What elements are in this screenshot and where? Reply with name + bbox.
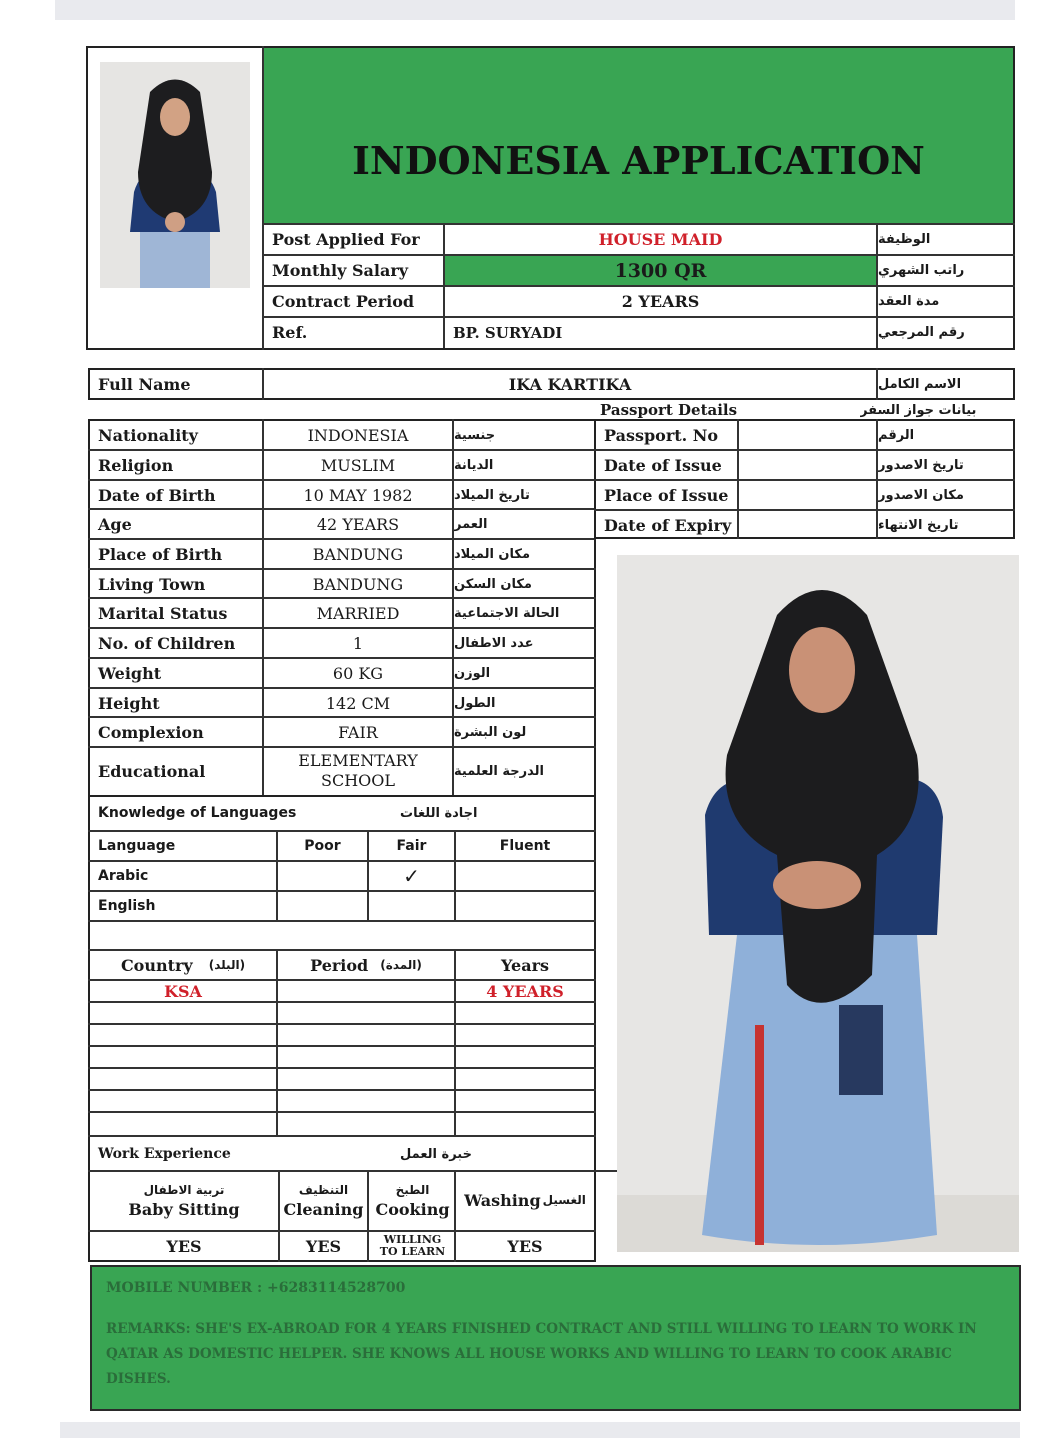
work-experience-title: Work Experience — [98, 1146, 231, 1162]
personal-value: 42 YEARS — [316, 514, 400, 534]
personal-value: 10 MAY 1982 — [303, 485, 413, 505]
ref-label: Ref. — [272, 323, 308, 342]
personal-value: MARRIED — [316, 603, 400, 623]
education-value-line2: SCHOOL — [320, 771, 395, 790]
skill-label-ar: التنظيف — [298, 1183, 349, 1197]
post-label: Post Applied For — [272, 230, 420, 249]
passport-label: Date of Issue — [604, 455, 722, 475]
passport-label-ar: الرقم — [878, 427, 915, 443]
experience-country: KSA — [164, 981, 202, 1001]
passport-label-ar: تاريخ الاصدور — [878, 457, 964, 473]
language-fair: ✓ — [403, 864, 420, 888]
languages-title-ar: اجادة اللغات — [400, 805, 478, 821]
remarks-text: REMARKS: SHE'S EX-ABROAD FOR 4 YEARS FINISHED CONTRACT AND STILL WILLING TO LEARN TO WORK IN QATAR AS DOMESTIC HELPER. SHE KNOWS ALL HOUSE WORKS AND WILLING TO LEARN TO COOK ARABIC DISHES. — [106, 1321, 977, 1387]
personal-label: Marital Status — [98, 603, 228, 623]
period-header-label: Period — [310, 955, 369, 975]
language-fair — [369, 892, 454, 920]
salary-value: 1300 QR — [614, 259, 707, 282]
personal-label-ar: لون البشرة — [454, 724, 527, 740]
language-header: Language — [98, 838, 176, 854]
years-header: Years — [500, 955, 549, 975]
skill-label: Baby Sitting — [128, 1200, 240, 1219]
personal-label: Complexion — [98, 722, 204, 742]
personal-label: Weight — [98, 663, 162, 683]
skill-header — [456, 1172, 594, 1228]
personal-value: 142 CM — [325, 693, 391, 713]
contract-label-ar: مدة العقد — [878, 294, 940, 309]
skill-label: Washing — [464, 1190, 541, 1210]
personal-label: Date of Birth — [98, 485, 216, 505]
personal-label-ar: جنسية — [454, 427, 496, 443]
scan-bottom-band — [60, 1422, 1020, 1438]
language-header: Poor — [304, 838, 341, 854]
post-value: HOUSE MAID — [598, 230, 723, 249]
person-full-figure — [617, 555, 1019, 1252]
skill-label-ar: الغسيل — [542, 1193, 586, 1207]
personal-value: 1 — [352, 633, 364, 653]
skill-value: YES — [166, 1236, 202, 1256]
language-fluent — [456, 892, 594, 920]
experience-period — [278, 981, 454, 1001]
personal-label: Place of Birth — [98, 544, 223, 564]
personal-label: Religion — [98, 455, 174, 475]
passport-details-title: Passport Details — [600, 401, 738, 419]
skill-value: YES — [507, 1236, 543, 1256]
country-header-label: Country — [120, 955, 193, 975]
personal-label-ar: مكان الميلاد — [454, 546, 531, 562]
full-name-label-ar: الاسم الكامل — [878, 376, 962, 392]
passport-value — [739, 511, 876, 539]
education-label-ar: الدرجة العلمية — [454, 763, 544, 779]
person-small-figure — [100, 62, 250, 288]
passport-label-ar: تاريخ الانتهاء — [878, 517, 959, 533]
personal-label: Nationality — [98, 425, 198, 445]
personal-label-ar: مكان السكن — [454, 576, 532, 592]
personal-label: Age — [98, 514, 132, 534]
page-title: INDONESIA APPLICATION — [352, 137, 925, 183]
education-label: Educational — [98, 761, 206, 781]
personal-label-ar: الطول — [454, 695, 496, 711]
contract-label: Contract Period — [272, 292, 415, 311]
passport-value — [739, 481, 876, 509]
skill-value-line2: TO LEARN — [379, 1245, 446, 1258]
passport-label: Date of Expiry — [604, 515, 732, 535]
passport-photo — [100, 62, 250, 288]
skill-label: Cleaning — [283, 1200, 364, 1219]
passport-value — [739, 451, 876, 479]
skill-value-line1: WILLING — [383, 1233, 442, 1246]
skill-header — [278, 1172, 369, 1228]
personal-label: Height — [98, 693, 160, 713]
personal-label-ar: الوزن — [454, 665, 491, 681]
personal-value: BANDUNG — [312, 574, 404, 594]
languages-title: Knowledge of Languages — [98, 805, 297, 821]
passport-label: Place of Issue — [604, 485, 729, 505]
language-header: Fluent — [499, 838, 551, 854]
skill-value: YES — [305, 1236, 342, 1256]
country-header-ar: (البلد) — [208, 958, 246, 972]
ref-value: BP. SURYADI — [453, 323, 563, 342]
language-name: English — [98, 898, 156, 914]
experience-years: 4 YEARS — [486, 981, 564, 1001]
salary-label-ar: راتب الشهري — [878, 263, 965, 278]
personal-label-ar: العمر — [454, 516, 488, 532]
country-header — [90, 951, 276, 979]
period-header — [278, 951, 454, 979]
personal-label-ar: تاريخ الميلاد — [454, 487, 530, 503]
full-body-photo — [617, 555, 1019, 1252]
language-poor — [278, 862, 367, 890]
education-value-line1: ELEMENTARY — [298, 751, 418, 770]
personal-value: INDONESIA — [307, 425, 409, 445]
mobile-number: MOBILE NUMBER : +6283114528700 — [106, 1280, 406, 1296]
language-header: Fair — [396, 838, 427, 854]
work-experience-title-ar: خبرة العمل — [400, 1146, 472, 1162]
contract-value: 2 YEARS — [621, 292, 700, 311]
scan-top-band — [55, 0, 1015, 20]
period-header-ar: (المدة) — [380, 958, 422, 972]
skill-header — [90, 1172, 278, 1228]
passport-label-ar: مكان الاصدور — [878, 487, 964, 503]
passport-label: Passport. No — [604, 425, 719, 445]
skill-label-ar: تربية الاطفال — [143, 1183, 225, 1197]
personal-label-ar: عدد الاطفال — [454, 635, 534, 651]
salary-label: Monthly Salary — [272, 261, 409, 280]
post-label-ar: الوظيفة — [878, 232, 931, 247]
personal-value: BANDUNG — [312, 544, 404, 564]
personal-label: No. of Children — [98, 633, 236, 653]
skill-label: Cooking — [375, 1200, 450, 1219]
personal-label-ar: الديانة — [454, 457, 494, 473]
education-value — [264, 748, 452, 794]
personal-value: 60 KG — [332, 663, 384, 683]
skill-label-ar: الطبخ — [395, 1183, 430, 1197]
language-poor — [278, 892, 367, 920]
passport-value — [739, 421, 876, 449]
language-fluent — [456, 862, 594, 890]
full-name-label: Full Name — [98, 374, 191, 394]
language-name: Arabic — [98, 868, 149, 884]
skill-value — [369, 1232, 456, 1260]
skill-header — [369, 1172, 456, 1228]
personal-label-ar: الحالة الاجتماعية — [454, 605, 560, 621]
full-name-value: IKA KARTIKA — [508, 374, 632, 394]
personal-value: FAIR — [338, 722, 378, 742]
personal-label: Living Town — [98, 574, 206, 594]
ref-label-ar: رقم المرجعي — [878, 325, 965, 340]
personal-value: MUSLIM — [320, 455, 396, 475]
passport-details-title-ar: بيانات جواز السفر — [860, 402, 977, 418]
